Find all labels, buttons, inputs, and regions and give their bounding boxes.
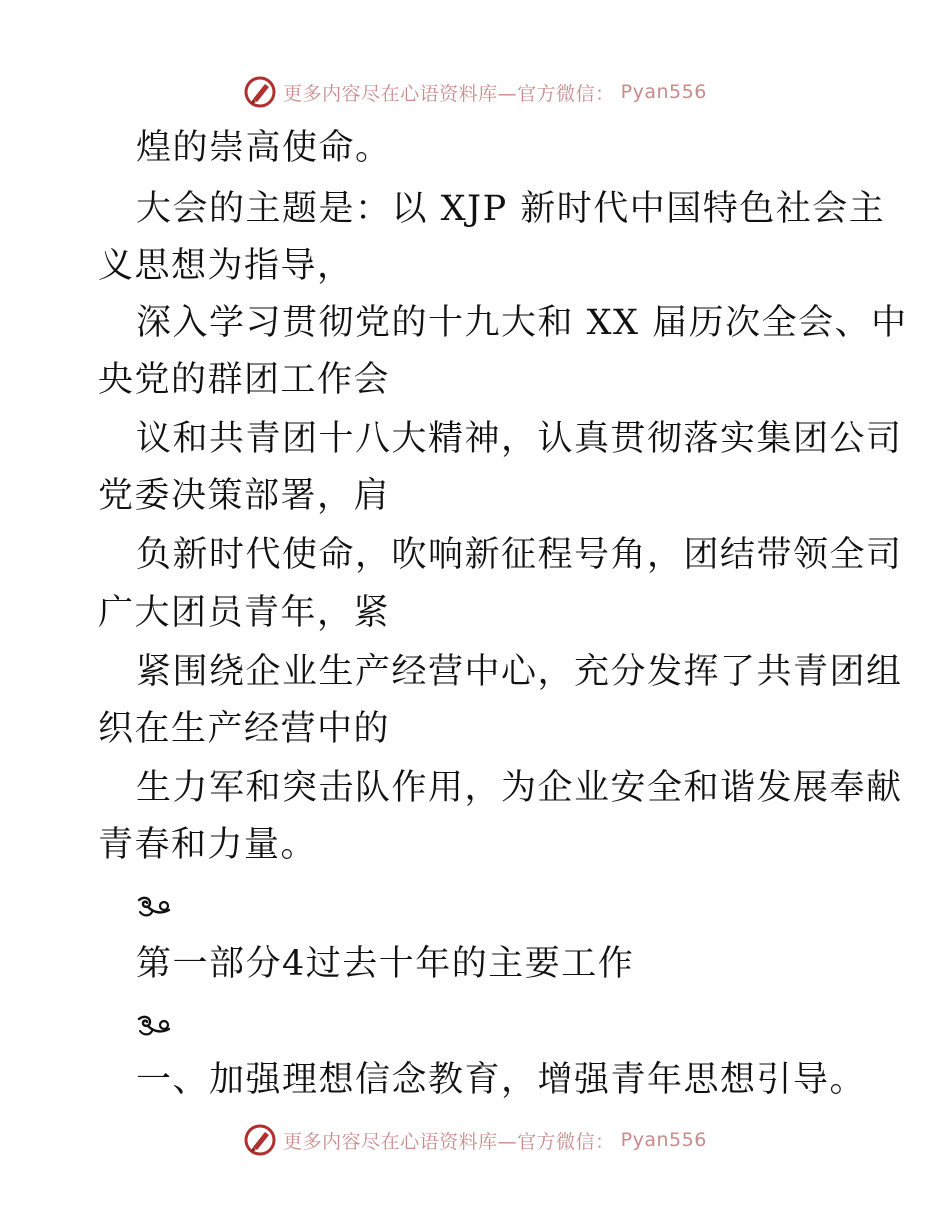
subheading: 一、加强理想信念教育，增强青年思想引导。: [136, 1060, 867, 1100]
paragraph-line: 煌的崇高使命。: [136, 128, 392, 168]
paragraph-line: 广大团员青年，紧: [98, 593, 391, 633]
watermark-wechat-id: Pyan556: [620, 1129, 707, 1151]
pen-circle-logo-icon: [243, 1123, 277, 1157]
paragraph-line: 党委决策部署，肩: [98, 476, 391, 516]
watermark-text: 更多内容尽在心语资料库—官方微信：: [283, 82, 615, 105]
paragraph-line: 负新时代使命，吹响新征程号角，团结带领全司: [136, 535, 903, 575]
paragraph-line: 青春和力量。: [98, 825, 318, 865]
scroll-ornament-icon: [136, 1013, 174, 1039]
paragraph-line: 紧围绕企业生产经营中心，充分发挥了共青团组: [136, 652, 903, 692]
section-heading: 第一部分4过去十年的主要工作: [136, 944, 635, 984]
scroll-ornament-icon: [136, 894, 174, 920]
paragraph-line: 深入学习贯彻党的十九大和 XX 届历次全会、中: [136, 303, 908, 343]
paragraph-line: 织在生产经营中的: [98, 709, 391, 749]
paragraph-line: 生力军和突击队作用，为企业安全和谐发展奉献: [136, 768, 903, 808]
paragraph-line: 大会的主题是：以 XJP 新时代中国特色社会主: [136, 189, 886, 229]
footer-watermark: [0, 1120, 950, 1160]
paragraph-line: 央党的群团工作会: [98, 360, 391, 400]
watermark-wechat-id: Pyan556: [620, 81, 707, 103]
paragraph-line: 义思想为指导，: [98, 246, 354, 286]
watermark-text: 更多内容尽在心语资料库—官方微信：: [283, 1130, 615, 1153]
paragraph-line: 议和共青团十八大精神，认真贯彻落实集团公司: [136, 419, 903, 459]
